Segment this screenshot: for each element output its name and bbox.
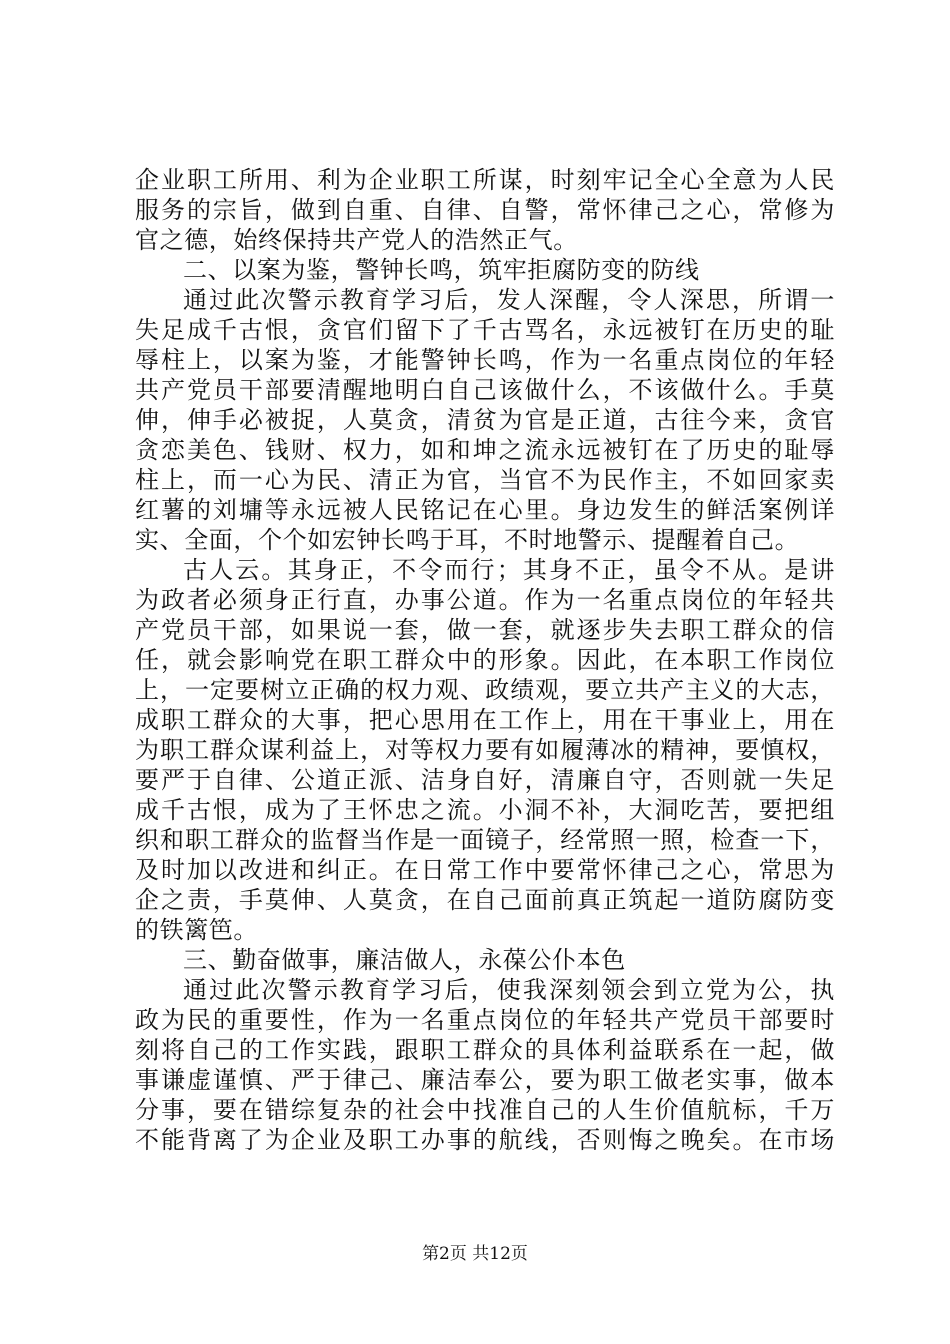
body-text (135, 165, 835, 1155)
text-line: 为政者必须身正行直，办事公道。作为一名重点岗位的年轻共 (135, 586, 835, 614)
text-line: 官之德，始终保持共产党人的浩然正气。 (135, 226, 578, 254)
page-footer (0, 1243, 950, 1265)
text-line: 贪恋美色、钱财、权力，如和坤之流永远被钉在了历史的耻辱 (135, 436, 835, 464)
text-line: 失足成千古恨，贪官们留下了千古骂名，永远被钉在历史的耻 (135, 316, 835, 344)
text-line: 企之责，手莫伸、人莫贪，在自己面前真正筑起一道防腐防变 (135, 886, 835, 914)
text-line: 服务的宗旨，做到自重、自律、自警，常怀律己之心，常修为 (135, 196, 835, 224)
text-line: 刻将自己的工作实践，跟职工群众的具体利益联系在一起，做 (135, 1036, 835, 1064)
page-number-label: 第2页 共12页 (422, 1244, 528, 1264)
text-line: 通过此次警示教育学习后，使我深刻领会到立党为公，执 (183, 976, 835, 1004)
text-line: 古人云。其身正，不令而行；其身不正，虽令不从。是讲 (183, 556, 835, 584)
text-line: 分事，要在错综复杂的社会中找准自己的人生价值航标，千万 (135, 1096, 835, 1124)
text-line: 为职工群众谋利益上，对等权力要有如履薄冰的精神，要慎权， (135, 736, 835, 764)
text-line: 织和职工群众的监督当作是一面镜子，经常照一照，检查一下， (135, 826, 835, 854)
text-line: 伸，伸手必被捉，人莫贪，清贫为官是正道，古往今来，贪官 (135, 406, 835, 434)
text-line: 辱柱上，以案为鉴，才能警钟长鸣，作为一名重点岗位的年轻 (135, 346, 835, 374)
text-line: 事谦虚谨慎、严于律己、廉洁奉公，要为职工做老实事，做本 (135, 1066, 835, 1094)
text-line: 政为民的重要性，作为一名重点岗位的年轻共产党员干部要时 (135, 1006, 835, 1034)
text-line: 红薯的刘墉等永远被人民铭记在心里。身边发生的鲜活案例详 (135, 496, 835, 524)
text-line: 上，一定要树立正确的权力观、政绩观，要立共产主义的大志， (135, 676, 835, 704)
text-line: 要严于自律、公道正派、洁身自好，清廉自守，否则就一失足 (135, 766, 835, 794)
section-heading: 二、以案为鉴，警钟长鸣，筑牢拒腐防变的防线 (183, 256, 700, 284)
text-line: 及时加以改进和纠正。在日常工作中要常怀律己之心，常思为 (135, 856, 835, 884)
text-line: 实、全面，个个如宏钟长鸣于耳，不时地警示、提醒着自己。 (135, 526, 800, 554)
text-line: 成千古恨，成为了王怀忠之流。小洞不补，大洞吃苦，要把组 (135, 796, 835, 824)
text-line: 通过此次警示教育学习后，发人深醒，令人深思，所谓一 (183, 286, 835, 314)
text-line: 成职工群众的大事，把心思用在工作上，用在干事业上，用在 (135, 706, 835, 734)
text-line: 不能背离了为企业及职工办事的航线，否则悔之晚矣。在市场 (135, 1126, 835, 1154)
section-heading: 三、勤奋做事，廉洁做人，永葆公仆本色 (183, 946, 626, 974)
text-line: 柱上，而一心为民、清正为官，当官不为民作主，不如回家卖 (135, 466, 835, 494)
text-line: 任，就会影响党在职工群众中的形象。因此，在本职工作岗位 (135, 646, 835, 674)
text-line: 共产党员干部要清醒地明白自己该做什么，不该做什么。手莫 (135, 376, 835, 404)
text-line: 企业职工所用、利为企业职工所谋，时刻牢记全心全意为人民 (135, 166, 835, 194)
text-line: 的铁篱笆。 (135, 916, 258, 944)
text-line: 产党员干部，如果说一套，做一套，就逐步失去职工群众的信 (135, 616, 835, 644)
